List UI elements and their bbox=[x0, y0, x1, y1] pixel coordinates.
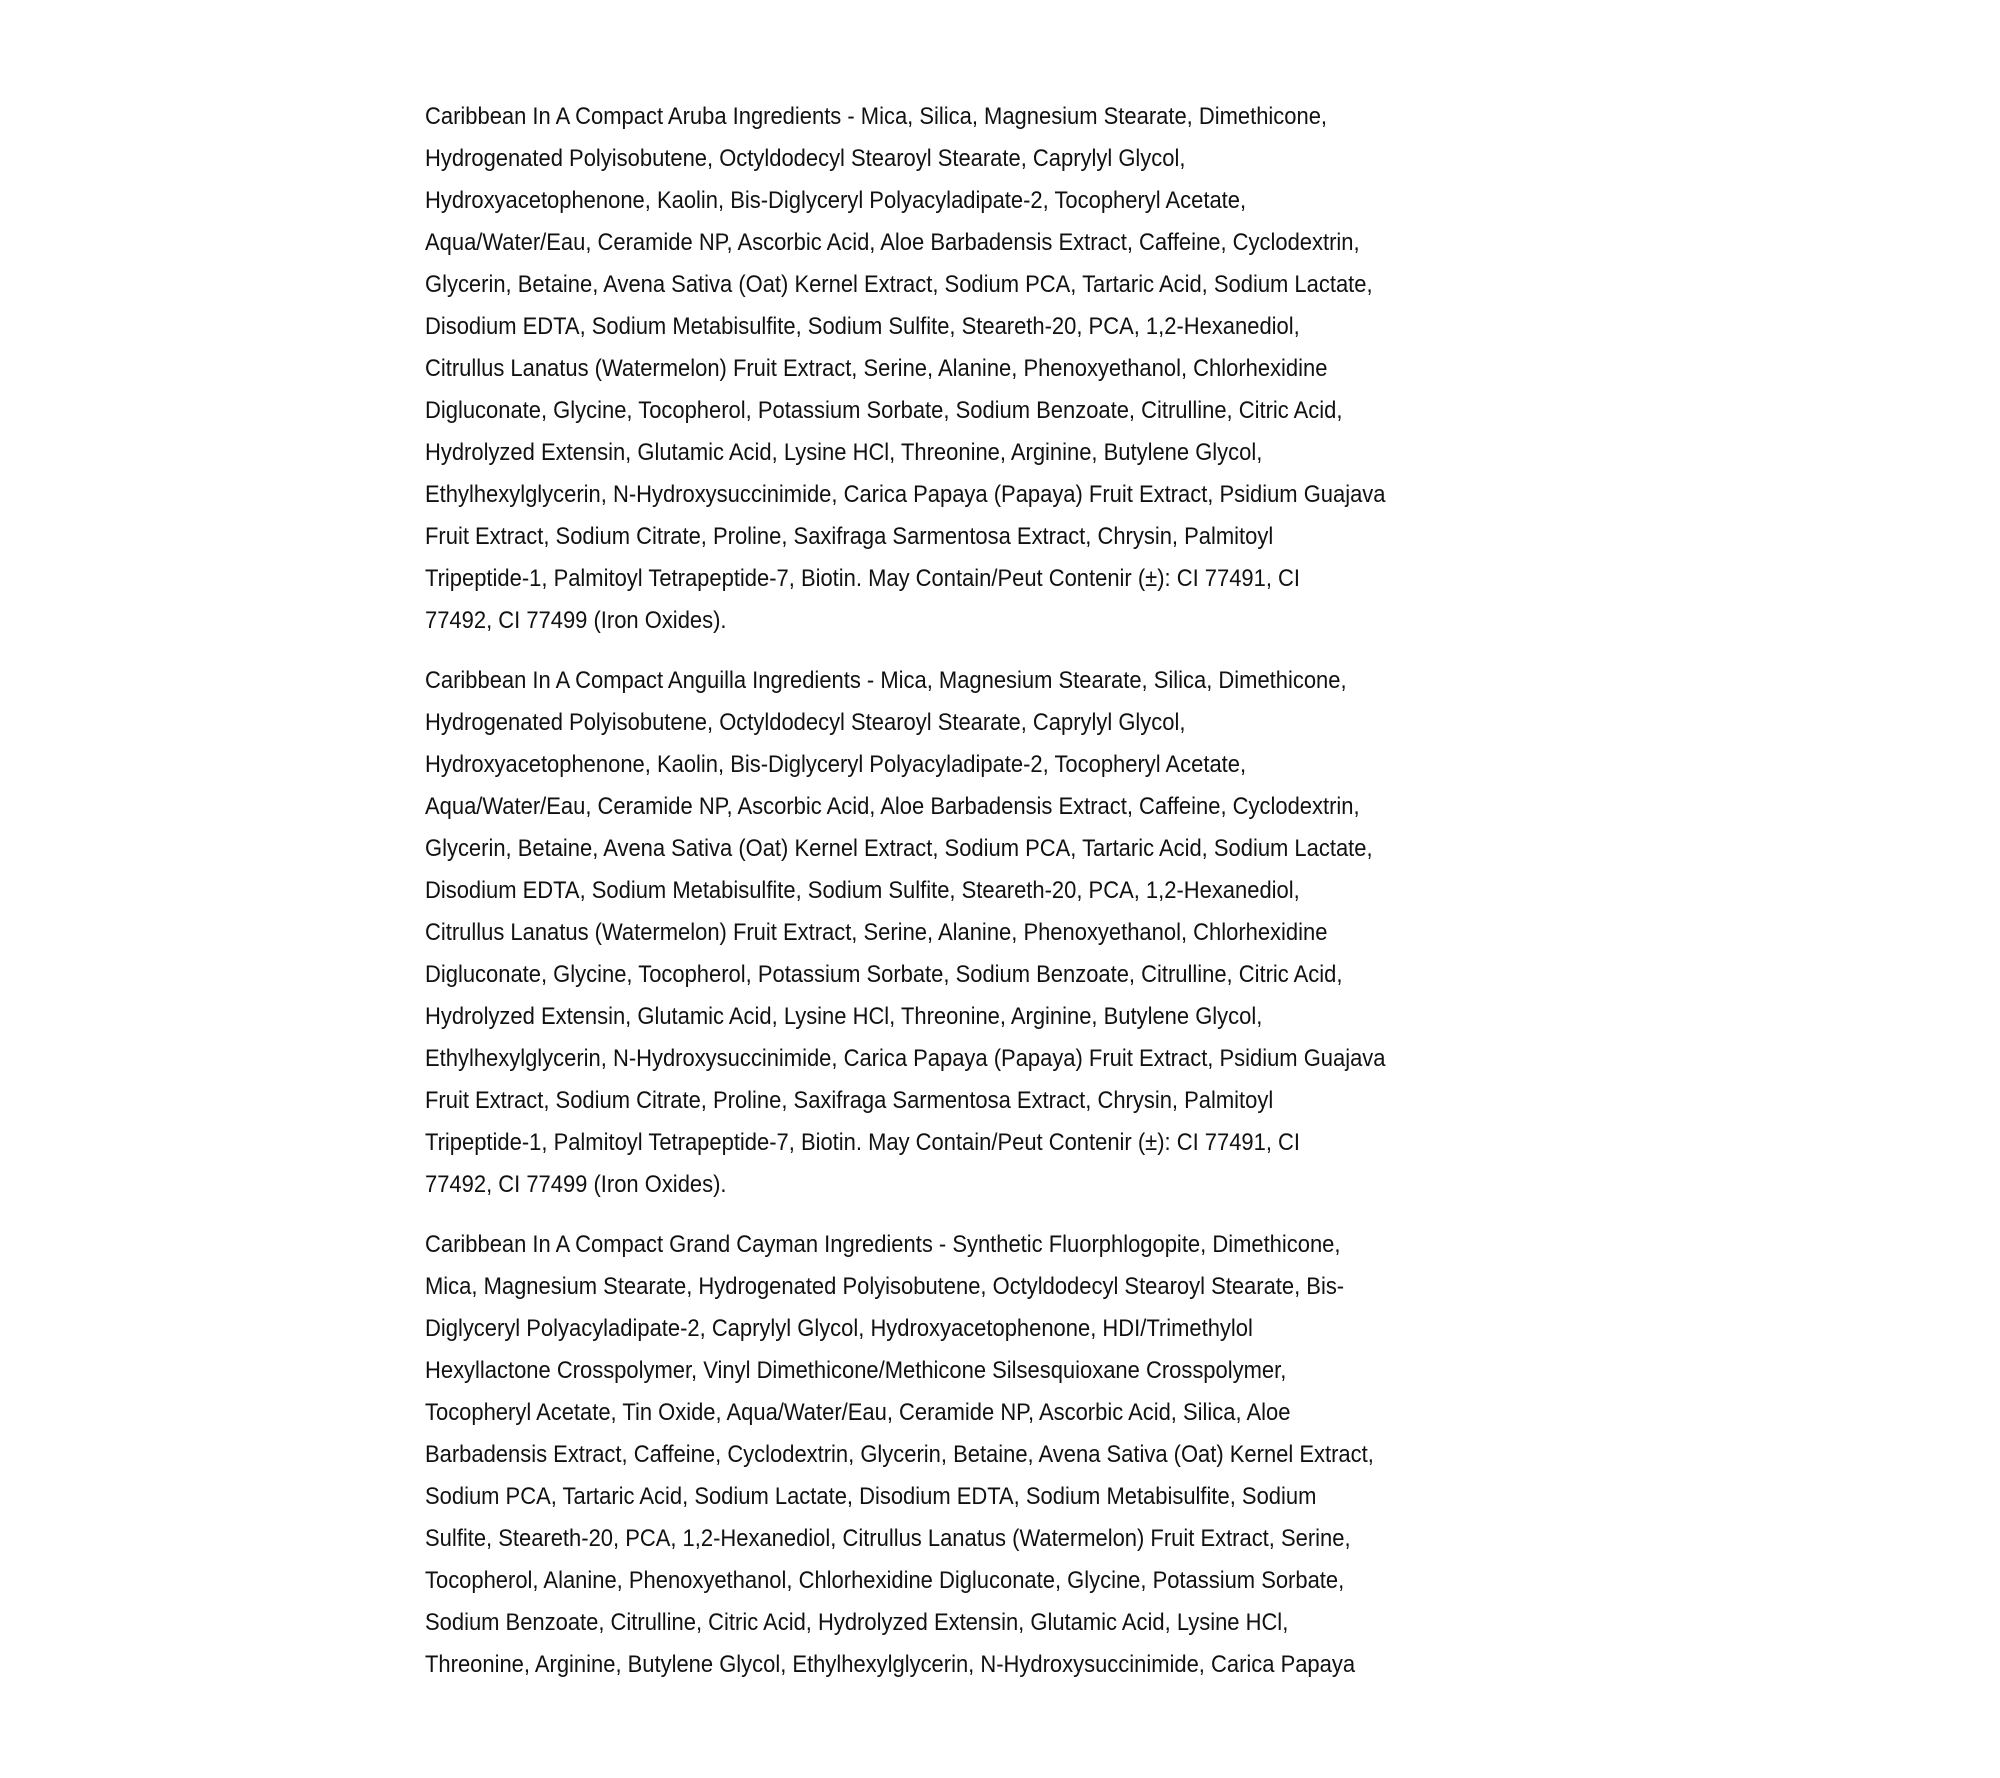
text-line: Glycerin, Betaine, Avena Sativa (Oat) Kernel Extract, Sodium PCA, Tartaric Acid, Sodium Lactate, bbox=[425, 835, 1373, 862]
text-line: Aqua/Water/Eau, Ceramide NP, Ascorbic Acid, Aloe Barbadensis Extract, Caffeine, Cyclodextrin, bbox=[425, 229, 1360, 256]
text-line: Threonine, Arginine, Butylene Glycol, Ethylhexylglycerin, N-Hydroxysuccinimide, Carica Papaya bbox=[425, 1651, 1356, 1678]
document-page bbox=[425, 96, 1665, 1704]
text-line: Digluconate, Glycine, Tocopherol, Potassium Sorbate, Sodium Benzoate, Citrulline, Citric Acid, bbox=[425, 397, 1343, 424]
text-line: Hexyllactone Crosspolymer, Vinyl Dimethicone/Methicone Silsesquioxane Crosspolymer, bbox=[425, 1357, 1287, 1384]
text-line: Diglyceryl Polyacyladipate-2, Caprylyl Glycol, Hydroxyacetophenone, HDI/Trimethylol bbox=[425, 1315, 1253, 1342]
ingredients-paragraph-grand-cayman bbox=[425, 1224, 1665, 1686]
text-line: Fruit Extract, Sodium Citrate, Proline, Saxifraga Sarmentosa Extract, Chrysin, Palmitoyl bbox=[425, 523, 1274, 550]
ingredients-paragraph-anguilla bbox=[425, 660, 1665, 1206]
text-line: Ethylhexylglycerin, N-Hydroxysuccinimide, Carica Papaya (Papaya) Fruit Extract, Psidium Guajava bbox=[425, 481, 1386, 508]
text-line: Mica, Magnesium Stearate, Hydrogenated Polyisobutene, Octyldodecyl Stearoyl Stearate, Bis- bbox=[425, 1273, 1345, 1300]
text-line: Citrullus Lanatus (Watermelon) Fruit Extract, Serine, Alanine, Phenoxyethanol, Chlorhexidine bbox=[425, 919, 1328, 946]
text-line: Fruit Extract, Sodium Citrate, Proline, Saxifraga Sarmentosa Extract, Chrysin, Palmitoyl bbox=[425, 1087, 1274, 1114]
text-line: Caribbean In A Compact Aruba Ingredients - Mica, Silica, Magnesium Stearate, Dimethicone, bbox=[425, 103, 1328, 130]
text-line: Citrullus Lanatus (Watermelon) Fruit Extract, Serine, Alanine, Phenoxyethanol, Chlorhexidine bbox=[425, 355, 1328, 382]
text-line: Glycerin, Betaine, Avena Sativa (Oat) Kernel Extract, Sodium PCA, Tartaric Acid, Sodium Lactate, bbox=[425, 271, 1373, 298]
text-line: Hydrogenated Polyisobutene, Octyldodecyl Stearoyl Stearate, Caprylyl Glycol, bbox=[425, 709, 1186, 736]
text-line: Disodium EDTA, Sodium Metabisulfite, Sodium Sulfite, Steareth-20, PCA, 1,2-Hexanediol, bbox=[425, 313, 1300, 340]
text-line: Sulfite, Steareth-20, PCA, 1,2-Hexanediol, Citrullus Lanatus (Watermelon) Fruit Extract, Serine, bbox=[425, 1525, 1351, 1552]
text-line: Tripeptide-1, Palmitoyl Tetrapeptide-7, Biotin. May Contain/Peut Contenir (±): CI 77491, CI bbox=[425, 1129, 1301, 1156]
text-line: Hydrolyzed Extensin, Glutamic Acid, Lysine HCl, Threonine, Arginine, Butylene Glycol, bbox=[425, 439, 1263, 466]
text-line: Caribbean In A Compact Grand Cayman Ingredients - Synthetic Fluorphlogopite, Dimethicone, bbox=[425, 1231, 1341, 1258]
text-line: Tocopherol, Alanine, Phenoxyethanol, Chlorhexidine Digluconate, Glycine, Potassium Sorbate, bbox=[425, 1567, 1345, 1594]
text-line: Hydroxyacetophenone, Kaolin, Bis-Diglyceryl Polyacyladipate-2, Tocopheryl Acetate, bbox=[425, 187, 1247, 214]
text-line: 77492, CI 77499 (Iron Oxides). bbox=[425, 1171, 727, 1198]
text-line: Hydrogenated Polyisobutene, Octyldodecyl Stearoyl Stearate, Caprylyl Glycol, bbox=[425, 145, 1186, 172]
text-line: 77492, CI 77499 (Iron Oxides). bbox=[425, 607, 727, 634]
text-line: Aqua/Water/Eau, Ceramide NP, Ascorbic Acid, Aloe Barbadensis Extract, Caffeine, Cyclodextrin, bbox=[425, 793, 1360, 820]
text-line: Sodium PCA, Tartaric Acid, Sodium Lactate, Disodium EDTA, Sodium Metabisulfite, Sodium bbox=[425, 1483, 1317, 1510]
text-line: Caribbean In A Compact Anguilla Ingredients - Mica, Magnesium Stearate, Silica, Dimethicone, bbox=[425, 667, 1347, 694]
text-line: Sodium Benzoate, Citrulline, Citric Acid, Hydrolyzed Extensin, Glutamic Acid, Lysine HCl, bbox=[425, 1609, 1289, 1636]
text-line: Tripeptide-1, Palmitoyl Tetrapeptide-7, Biotin. May Contain/Peut Contenir (±): CI 77491, CI bbox=[425, 565, 1301, 592]
text-line: Disodium EDTA, Sodium Metabisulfite, Sodium Sulfite, Steareth-20, PCA, 1,2-Hexanediol, bbox=[425, 877, 1300, 904]
ingredients-paragraph-aruba bbox=[425, 96, 1665, 642]
text-line: Digluconate, Glycine, Tocopherol, Potassium Sorbate, Sodium Benzoate, Citrulline, Citric Acid, bbox=[425, 961, 1343, 988]
text-line: Hydroxyacetophenone, Kaolin, Bis-Diglyceryl Polyacyladipate-2, Tocopheryl Acetate, bbox=[425, 751, 1247, 778]
text-line: Hydrolyzed Extensin, Glutamic Acid, Lysine HCl, Threonine, Arginine, Butylene Glycol, bbox=[425, 1003, 1263, 1030]
text-line: Tocopheryl Acetate, Tin Oxide, Aqua/Water/Eau, Ceramide NP, Ascorbic Acid, Silica, Aloe bbox=[425, 1399, 1291, 1426]
text-line: Barbadensis Extract, Caffeine, Cyclodextrin, Glycerin, Betaine, Avena Sativa (Oat) Kernel Extract, bbox=[425, 1441, 1374, 1468]
text-line: Ethylhexylglycerin, N-Hydroxysuccinimide, Carica Papaya (Papaya) Fruit Extract, Psidium Guajava bbox=[425, 1045, 1386, 1072]
